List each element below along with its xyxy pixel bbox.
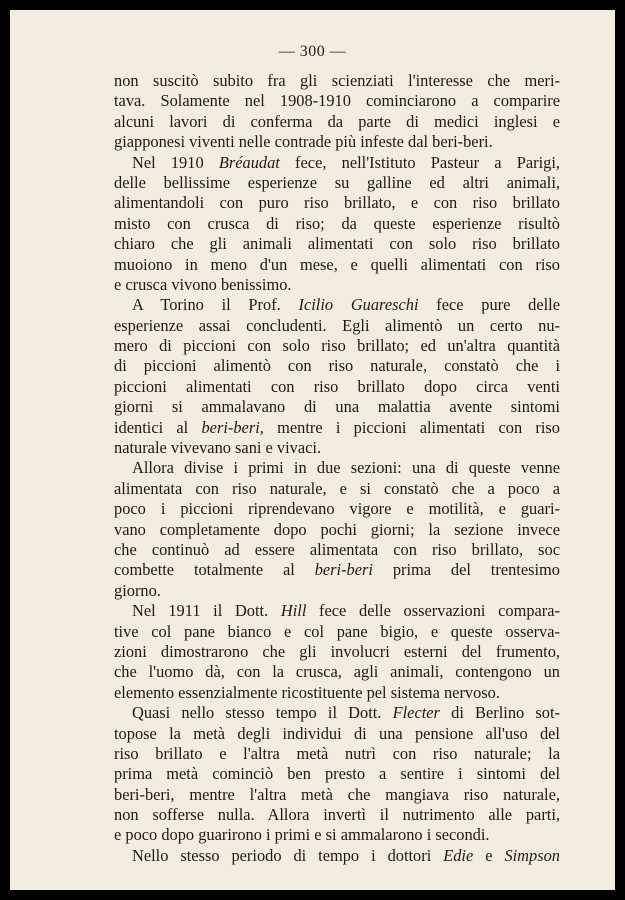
text-line [114, 275, 560, 295]
text-line [114, 662, 560, 682]
text-segment: alimentata con riso naturale, e si constatò che a poco a [114, 478, 560, 498]
body-text [114, 71, 560, 866]
text-segment: combette totalmente al [114, 560, 315, 580]
text-segment: Allora divise i primi in due sezioni: una di queste venne [132, 458, 560, 478]
text-segment: fece pure delle [418, 295, 560, 315]
text-segment: beri-beri, mentre l'altra metà che mangiava riso naturale, [114, 784, 560, 804]
text-line [114, 316, 560, 336]
text-segment: esperienze assai concludenti. Egli alimentò un certo nu- [114, 315, 560, 335]
text-line [114, 112, 560, 132]
text-line [114, 744, 560, 764]
text-segment: giorno. [114, 580, 161, 600]
text-line [114, 255, 560, 275]
text-segment: e crusca vivono benissimo. [114, 274, 292, 294]
text-line [114, 214, 560, 234]
text-line [114, 336, 560, 356]
text-line [114, 825, 560, 845]
text-segment: di Berlino sot- [439, 703, 560, 723]
text-segment: fece delle osservazioni compara- [306, 601, 561, 621]
text-segment: che continuò ad essere alimentata con riso brillato, soc [114, 539, 560, 559]
italic-name: Edie [443, 845, 474, 865]
text-line [114, 397, 560, 417]
text-line [114, 642, 560, 662]
text-line [114, 418, 560, 438]
text-line [114, 601, 560, 621]
text-line [114, 724, 560, 744]
italic-name: Hill [280, 601, 307, 621]
text-segment: chiaro che gli animali alimentati con solo riso brillato [114, 234, 560, 254]
text-segment: Nel 1911 il Dott. [132, 601, 281, 621]
text-segment: non suscitò subito fra gli scienziati l'interesse che meri- [114, 71, 560, 90]
text-line [114, 540, 560, 560]
text-segment: e poco dopo guarirono i primi e si ammalarono i secondi. [114, 825, 490, 845]
text-line [114, 193, 560, 213]
text-segment: non sofferse nulla. Allora invertì il nutrimento alle parti, [114, 805, 560, 825]
text-line [114, 764, 560, 784]
text-line [114, 91, 560, 111]
text-segment: delle bellissime esperienze su galline ed altri animali, [114, 172, 560, 192]
text-line [114, 560, 560, 580]
text-segment: zioni dimostrarono che gli involucri esterni del frumento, [114, 641, 560, 661]
text-segment: naturale vivevano sani e vivaci. [114, 438, 322, 458]
text-line [114, 173, 560, 193]
text-segment: e [473, 845, 505, 865]
text-line [114, 805, 560, 825]
italic-name: beri-beri [314, 560, 373, 580]
text-line [114, 499, 560, 519]
text-segment: misto con crusca di riso; da queste esperienze risultò [114, 213, 560, 233]
italic-name: Flecter [392, 703, 440, 723]
text-line [114, 132, 560, 152]
text-line [114, 234, 560, 254]
text-segment: Nel 1910 [132, 152, 219, 172]
text-segment: poco i piccioni riprendevano vigore e motilità, e guari- [114, 499, 560, 519]
text-line [114, 356, 560, 376]
text-segment: elemento essenzialmente ricostituente pel sistema nervoso. [114, 682, 500, 702]
text-line [114, 520, 560, 540]
text-segment: riso brillato e l'altra metà nutrì con riso naturale; la [114, 743, 560, 763]
text-line [114, 377, 560, 397]
text-line [114, 479, 560, 499]
text-line [114, 153, 560, 173]
text-segment: prima del trentesimo [372, 560, 560, 580]
text-line [114, 846, 560, 866]
text-segment: tava. Solamente nel 1908-1910 cominciarono a comparire [114, 91, 560, 111]
italic-name: Icilio Guareschi [298, 295, 419, 315]
italic-name: Simpson [504, 845, 560, 865]
text-segment: alcuni lavori di conferma da parte di medici inglesi e [114, 111, 560, 131]
text-segment: mero di piccioni con solo riso brillato; ed un'altra quantità [114, 336, 560, 356]
book-page [10, 10, 615, 890]
italic-name: Bréaudat [218, 152, 280, 172]
text-line [114, 785, 560, 805]
text-segment: topose la metà degli individui di una pensione all'uso del [114, 723, 560, 743]
text-segment: A Torino il Prof. [132, 295, 299, 315]
text-segment: che l'uomo dà, con la crusca, agli animali, contengono un [114, 662, 560, 682]
text-segment: giapponesi viventi nelle contrade più infeste dal beri-beri. [114, 132, 493, 152]
text-segment: Nello stesso periodo di tempo i dottori [132, 845, 444, 865]
text-line [114, 438, 560, 458]
text-segment: , mentre i piccioni alimentati con riso [259, 417, 560, 437]
text-segment: alimentandoli con puro riso brillato, e con riso brillato [114, 193, 560, 213]
text-segment: di piccioni alimentò con riso naturale, constatò che i [114, 356, 560, 376]
text-line [114, 581, 560, 601]
text-line [114, 683, 560, 703]
text-line [114, 458, 560, 478]
text-segment: Quasi nello stesso tempo il Dott. [132, 703, 393, 723]
text-segment: identici al [114, 417, 202, 437]
text-segment: muoiono in meno d'un mese, e quelli alimentati con riso [114, 254, 560, 274]
text-line [114, 295, 560, 315]
italic-name: beri-beri [201, 417, 260, 437]
text-line [114, 703, 560, 723]
text-line [114, 71, 560, 91]
text-segment: tive col pane bianco e col pane bigio, e queste osserva- [114, 621, 560, 641]
text-segment: prima metà cominciò ben presto a sentire i sintomi del [114, 764, 560, 784]
text-segment: piccioni alimentati con riso brillato dopo circa venti [114, 376, 560, 396]
text-segment: fece, nell'Istituto Pasteur a Parigi, [279, 152, 560, 172]
text-line [114, 622, 560, 642]
text-segment: giorni si ammalavano di una malattia avente sintomi [114, 397, 560, 417]
page-number: — 300 — [278, 43, 347, 60]
text-segment: vano completamente dopo pochi giorni; la sezione invece [114, 519, 560, 539]
